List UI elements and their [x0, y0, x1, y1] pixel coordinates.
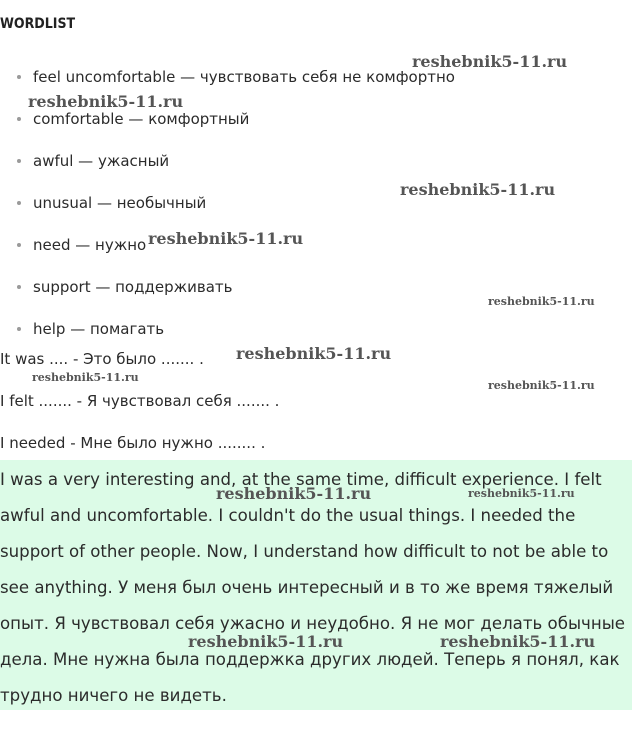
list-item	[0, 150, 455, 192]
list-item	[0, 108, 455, 150]
list-item	[0, 276, 455, 318]
list-item-text: comfortable — комфортный	[33, 110, 250, 128]
watermark: reshebnik5-11.ru	[32, 371, 139, 384]
answer-text: I was a very interesting and, at the same time, difficult experience. I felt awful and uncomfortable. I couldn't do the usual things. I needed the support of other people. Now, I understand how difficult to not be able to see anything. У меня был очень интересный и в то же время тяжелый опыт. Я чувствовал себя ужасно и неудобно. Я не мог делать обычные дела. Мне нужна была поддержка других людей. Теперь я понял, как трудно ничего не видеть.	[0, 470, 626, 705]
list-item	[0, 192, 455, 234]
watermark: reshebnik5-11.ru	[148, 229, 304, 248]
list-item-text: awful — ужасный	[33, 152, 170, 170]
watermark: reshebnik5-11.ru	[440, 632, 596, 651]
phrase-line: I needed - Мне было нужно ........ .	[0, 434, 266, 452]
watermark: reshebnik5-11.ru	[188, 632, 344, 651]
list-item-text: unusual — необычный	[33, 194, 207, 212]
phrase-line: I felt ....... - Я чувствовал себя ....... .	[0, 392, 280, 410]
bullet-icon	[17, 243, 21, 247]
bullet-icon	[17, 327, 21, 331]
bullet-icon	[17, 285, 21, 289]
watermark: reshebnik5-11.ru	[468, 487, 575, 500]
list-item	[0, 66, 455, 108]
watermark: reshebnik5-11.ru	[28, 92, 184, 111]
bullet-icon	[17, 201, 21, 205]
bullet-icon	[17, 75, 21, 79]
list-item	[0, 234, 455, 276]
phrase-line: It was .... - Это было ....... .	[0, 350, 204, 368]
watermark: reshebnik5-11.ru	[488, 295, 595, 308]
page-title: WORDLIST	[0, 16, 76, 32]
list-item-text: need — нужно	[33, 236, 147, 254]
bullet-icon	[17, 117, 21, 121]
phrase-templates	[0, 348, 279, 474]
list-item-text: feel uncomfortable — чувствовать себя не комфортно	[33, 68, 455, 86]
answer-box	[0, 460, 632, 710]
watermark: reshebnik5-11.ru	[412, 52, 568, 71]
watermark: reshebnik5-11.ru	[488, 379, 595, 392]
watermark: reshebnik5-11.ru	[236, 344, 392, 363]
list-item-text: help — помагать	[33, 320, 165, 338]
watermark: reshebnik5-11.ru	[400, 180, 556, 199]
list-item-text: support — поддерживать	[33, 278, 233, 296]
wordlist	[0, 66, 455, 360]
bullet-icon	[17, 159, 21, 163]
watermark: reshebnik5-11.ru	[216, 484, 372, 503]
